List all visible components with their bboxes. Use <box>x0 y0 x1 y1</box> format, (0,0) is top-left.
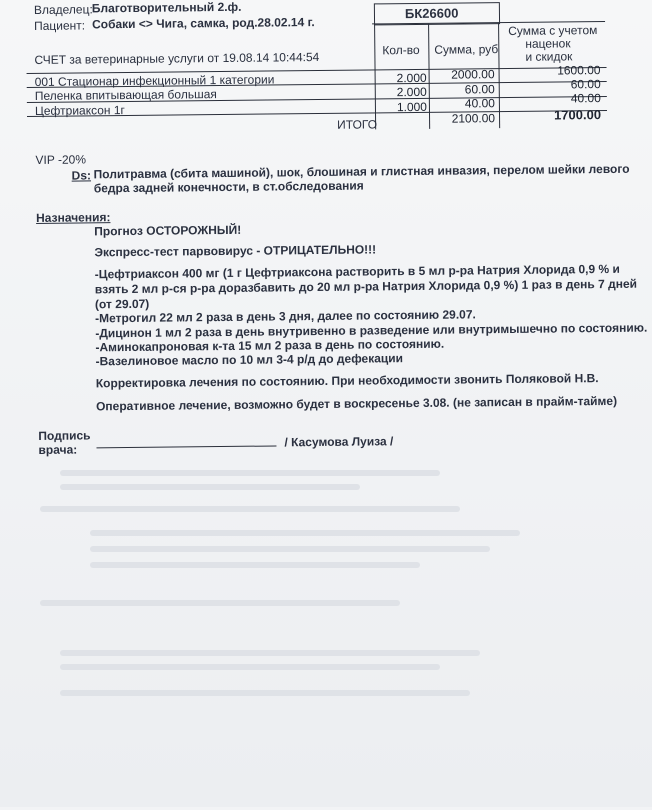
prescriptions-label: Назначения: <box>36 210 111 225</box>
signature-label-2: врача: <box>38 442 78 457</box>
row-total: 1600.00 <box>557 63 601 78</box>
rx-line-6: -Аминокапроновая к-та 15 мл 2 раза в день по состоянию. <box>95 336 445 355</box>
diagnosis-line-1: Политравма (сбита машиной), шок, блошиная и глистная инвазия, перелом шейки левого <box>93 161 630 182</box>
row-qty: 2.000 <box>396 84 427 100</box>
patient-value: Собаки <> Чига, самка, род.28.02.14 г. <box>91 15 315 32</box>
row-total: 40.00 <box>570 91 601 106</box>
row-total: 60.00 <box>570 77 601 92</box>
row-item-name: Пеленка впитывающая большая <box>34 87 217 103</box>
total-final: 1700.00 <box>553 107 602 123</box>
rx-line-3: (от 29.07) <box>94 296 150 312</box>
row-item-name: Цефтриаксон 1г <box>34 103 125 118</box>
col-total-header-2: наценок <box>525 36 571 51</box>
col-qty-header: Кол-во <box>382 42 420 58</box>
row-sum: 2000.00 <box>451 67 495 82</box>
invoice-title: СЧЕТ за ветеринарные услуги от 19.08.14 10:44:54 <box>34 49 320 67</box>
col-sum-header: Сумма, руб <box>434 42 499 57</box>
correction-note: Корректировка лечения по состоянию. При необходимости звонить Поляковой Н.В. <box>95 371 599 391</box>
invoice-code: БК26600 <box>404 5 459 22</box>
owner-value: Благотворительный 2.ф. <box>91 0 242 16</box>
express-test: Экспресс-тест парвовирус - ОТРИЦАТЕЛЬНО!!! <box>94 242 377 260</box>
prognosis: Прогноз ОСТОРОЖНЫЙ! <box>94 222 242 239</box>
surgery-note: Оперативное лечение, возможно будет в воскресенье 3.08. (не записан в прайм-тайме) <box>95 393 618 414</box>
row-sum: 40.00 <box>464 96 495 111</box>
diagnosis-line-2: бедра задней конечности, в ст.обследования <box>93 178 364 196</box>
rx-line-1: -Цефтриаксон 400 мг (1 г Цефтриаксона растворить в 5 мл р-ра Натрия Хлорида 0,9 % и <box>94 261 620 282</box>
rx-line-2: взять 2 мл р-ся р-ра доразбавить до 20 мл р-ра Натрия Хлорида 0,9 %) 1 раз в день 7 дней <box>94 276 638 297</box>
owner-label: Владелец: <box>33 2 93 17</box>
vip-discount: VIP -20% <box>35 152 87 167</box>
rx-line-4: -Метрогил 22 мл 2 раза в день 3 дня, далее по состоянию 29.07. <box>95 307 476 326</box>
doctor-name: / Касумова Луиза / <box>284 434 394 450</box>
rx-line-7: -Вазелиновое масло по 10 мл 3-4 р/д до дефекации <box>95 351 404 369</box>
row-item-name: 001 Стационар инфекционный 1 категории <box>34 72 275 89</box>
diagnosis-label: Ds: <box>71 168 92 183</box>
patient-label: Пациент: <box>33 18 86 33</box>
total-sum: 2100.00 <box>451 111 496 126</box>
row-qty: 2.000 <box>396 70 427 86</box>
row-qty: 1.000 <box>396 99 428 115</box>
col-total-header-1: Сумма с учетом <box>508 23 598 39</box>
total-label: ИТОГО <box>337 117 378 132</box>
signature-label-1: Подпись <box>38 428 91 443</box>
rx-line-5: -Дицинон 1 мл 2 раза в день внутривенно в разведение или внутримышечно по состоянию. <box>95 320 648 341</box>
row-sum: 60.00 <box>464 82 495 97</box>
signature-line <box>96 445 276 448</box>
col-total-header-3: и скидок <box>525 49 573 64</box>
